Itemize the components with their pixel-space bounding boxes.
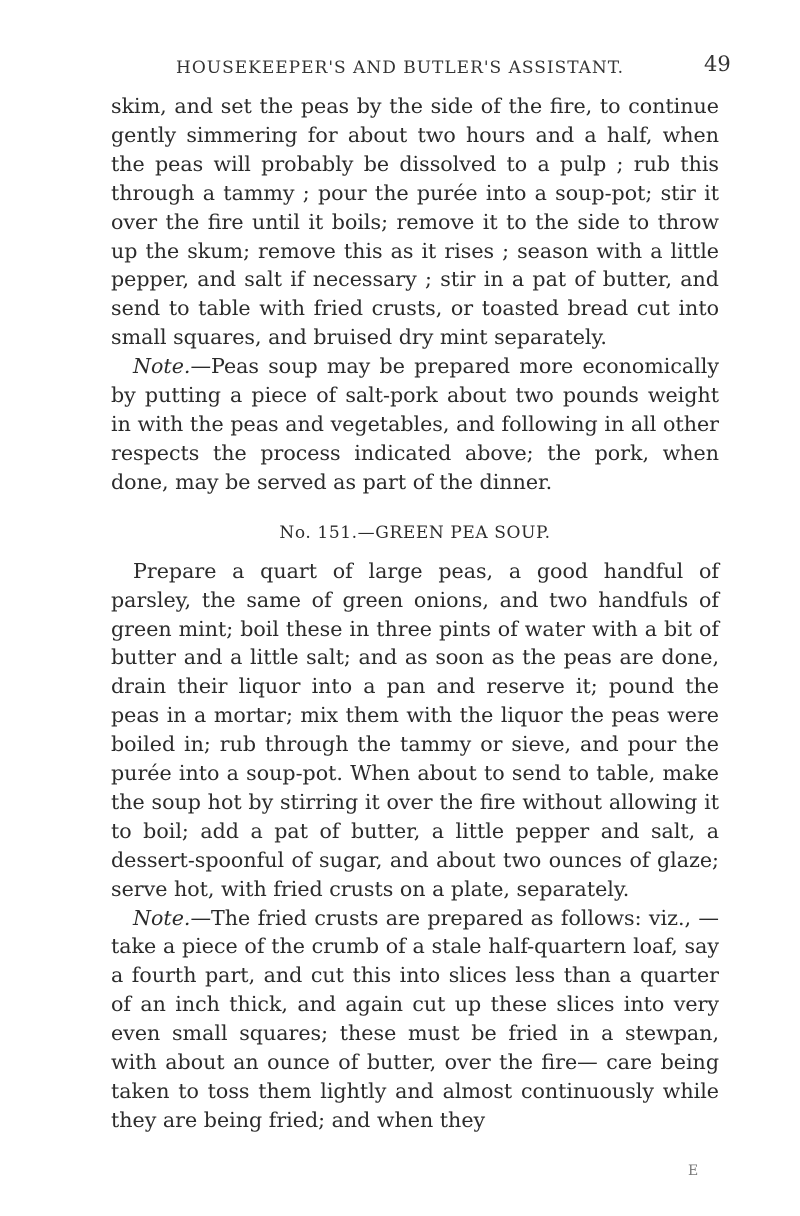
recipe-heading: No. 151.—GREEN PEA SOUP. xyxy=(279,522,551,543)
recipe-paragraph: Prepare a quart of large peas, a good handful of parsley, the same of green onions, and two handfuls of green mint; boil these in three pints of water with a bit of butter and a little salt; and as soon as the peas are done, drain their liquor into a pan and reserve it; pound the peas in a mortar; mix them with the liquor the peas were boiled in; rub through the tammy or sieve, and pour the purée into a soup-pot. When about to send to table, make the soup hot by stirring it over the fire without allowing it to boil; add a pat of butter, a little pepper and salt, a dessert-spoonful of sugar, and about two ounces of glaze; serve hot, with fried crusts on a plate, separately. xyxy=(111,558,719,901)
note-paragraph xyxy=(111,352,719,497)
note-label-2: Note. xyxy=(133,905,191,930)
paragraph-continued: skim, and set the peas by the side of the fire, to continue gently simmering for about two hours and a half, when the peas will probably be dissolved to a pulp ; rub this through a tammy ; pour the purée into a soup-pot; stir it over the fire until it boils; remove it to the side to throw up the skum; remove this as it rises ; season with a little pepper, and salt if necessary ; stir in a pat of butter, and send to table with fried crusts, or toasted bread cut into small squares, and bruised dry mint separately. xyxy=(111,94,719,350)
signature-mark: E xyxy=(688,1163,699,1179)
text-column xyxy=(111,92,719,1135)
running-title: HOUSEKEEPER'S AND BUTLER'S ASSISTANT. xyxy=(176,58,625,78)
note-text: —Peas soup may be prepared more economically by putting a piece of salt-pork about two pounds weight in with the peas and vegetables, and following in all other respects the process indicated above; the pork, when done, may be served as part of the dinner. xyxy=(111,354,719,494)
note-label: Note. xyxy=(133,354,191,379)
note-text-2: —The fried crusts are prepared as follows: viz., —take a piece of the crumb of a stale half-quartern loaf, say a fourth part, and cut this into slices less than a quarter of an inch thick, and again cut up these slices into very even small squares; these must be fried in a stewpan, with about an ounce of butter, over the fire— care being taken to toss them lightly and almost continuously while they are being fried; and when they xyxy=(111,905,719,1132)
page-number: 49 xyxy=(704,52,731,76)
note-paragraph-2 xyxy=(111,904,719,1135)
